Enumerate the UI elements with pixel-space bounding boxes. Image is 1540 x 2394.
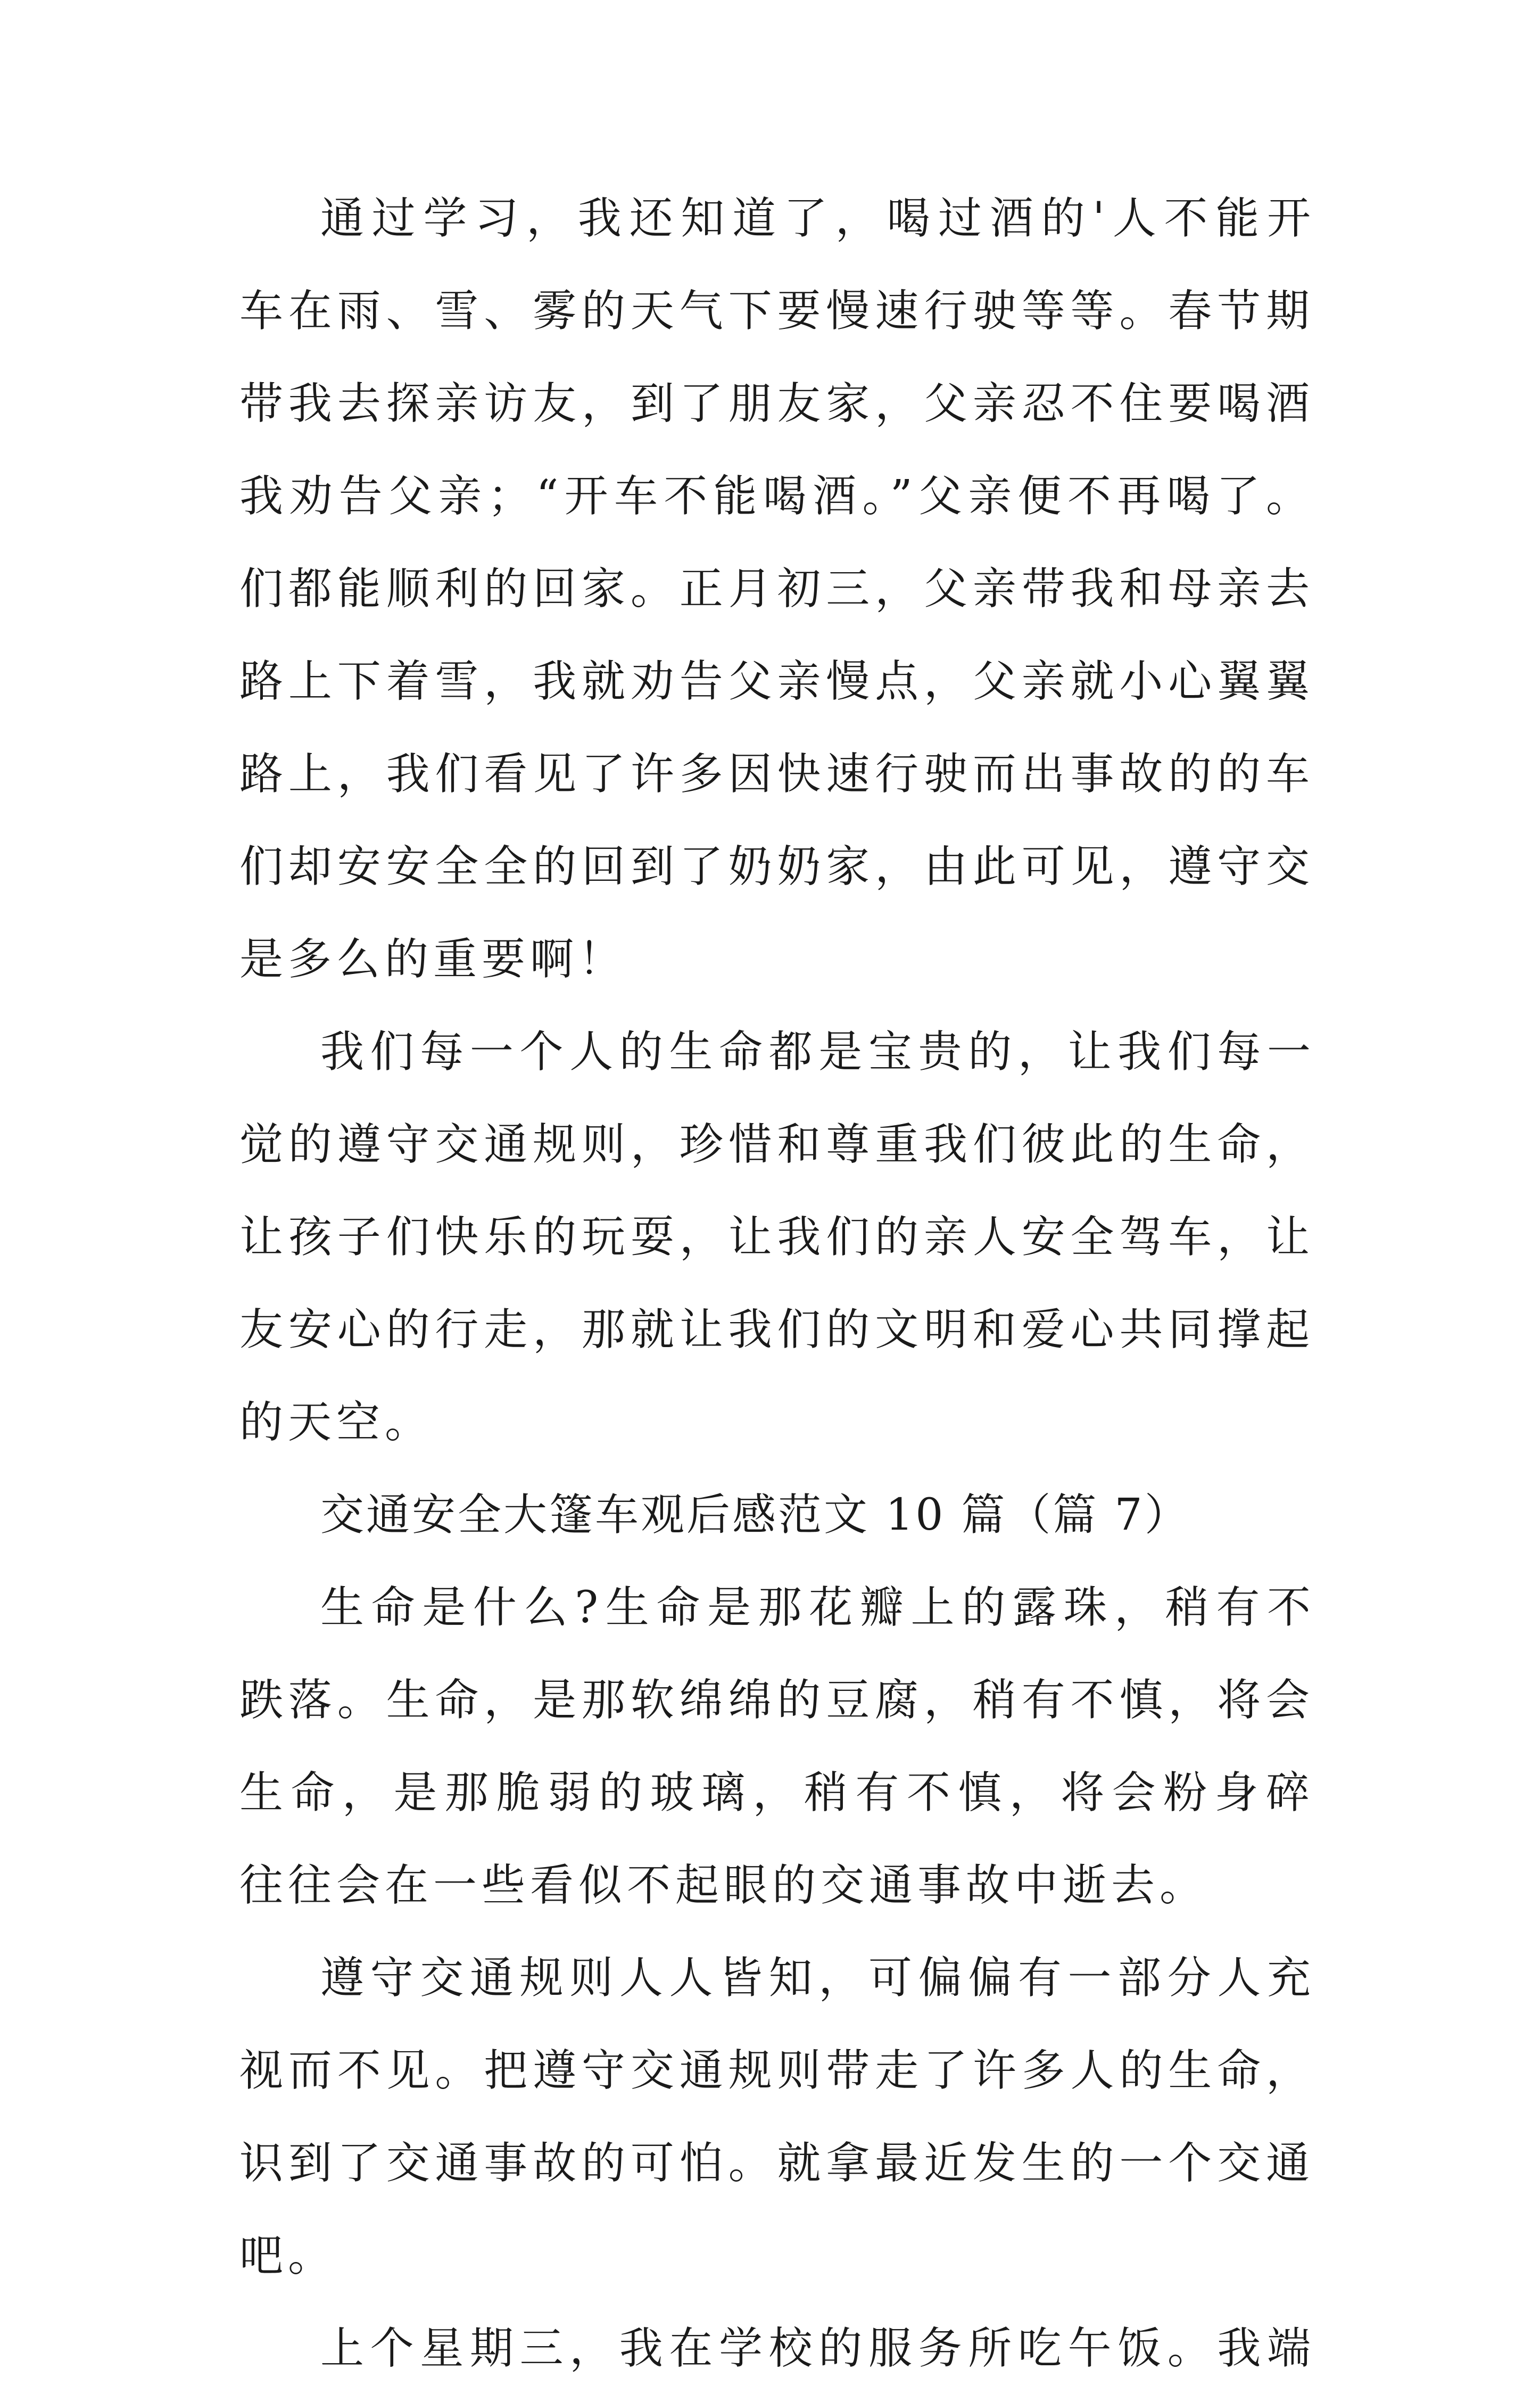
text-line: 生命，是那脆弱的玻璃，稍有不慎，将会粉身碎 <box>239 1768 1314 1818</box>
text-line: 通过学习，我还知道了，喝过酒的'人不能开 <box>320 193 1315 244</box>
text-line: 觉的遵守交通规则，珍惜和尊重我们彼此的生命， <box>239 1119 1314 1170</box>
text-line: 路上，我们看见了许多因快速行驶而出事故的的车 <box>239 749 1314 799</box>
text-line: 生命是什么?生命是那花瓣上的露珠，稍有不 <box>320 1582 1315 1633</box>
text-line: 吧。 <box>239 2231 337 2281</box>
text-line: 识到了交通事故的可怕。就拿最近发生的一个交通 <box>239 2138 1314 2189</box>
text-line: 遵守交通规则人人皆知，可偏偏有一部分人充 <box>320 1953 1315 2003</box>
text-line: 们都能顺利的回家。正月初三，父亲带我和母亲去 <box>239 564 1314 614</box>
text-line: 视而不见。把遵守交通规则带走了许多人的生命， <box>239 2045 1314 2096</box>
text-line: 跌落。生命，是那软绵绵的豆腐，稍有不慎，将会 <box>239 1675 1314 1726</box>
text-line: 的天空。 <box>239 1397 434 1448</box>
text-line: 友安心的行走，那就让我们的文明和爱心共同撑起 <box>239 1305 1314 1355</box>
text-line: 路上下着雪，我就劝告父亲慢点，父亲就小心翼翼 <box>239 656 1314 707</box>
text-line: 们却安安全全的回到了奶奶家，由此可见，遵守交 <box>239 841 1314 892</box>
text-line: 往往会在一些看似不起眼的交通事故中逝去。 <box>239 1860 1208 1911</box>
text-line: 是多么的重要啊！ <box>239 934 627 985</box>
text-line: 车在雨、雪、雾的天气下要慢速行驶等等。春节期 <box>239 286 1314 336</box>
text-line: 让孩子们快乐的玩耍，让我们的亲人安全驾车，让 <box>239 1212 1314 1262</box>
text-line: 上个星期三，我在学校的服务所吃午饭。我端 <box>320 2323 1315 2374</box>
text-line: 我们每一个人的生命都是宝贵的，让我们每一 <box>320 1027 1315 1077</box>
section-heading: 交通安全大篷车观后感范文 10 篇（篇 7） <box>320 1490 1190 1540</box>
text-line: 我劝告父亲；“开车不能喝酒。”父亲便不再喝了。 <box>239 471 1314 522</box>
text-line: 带我去探亲访友，到了朋友家，父亲忍不住要喝酒 <box>239 378 1314 429</box>
